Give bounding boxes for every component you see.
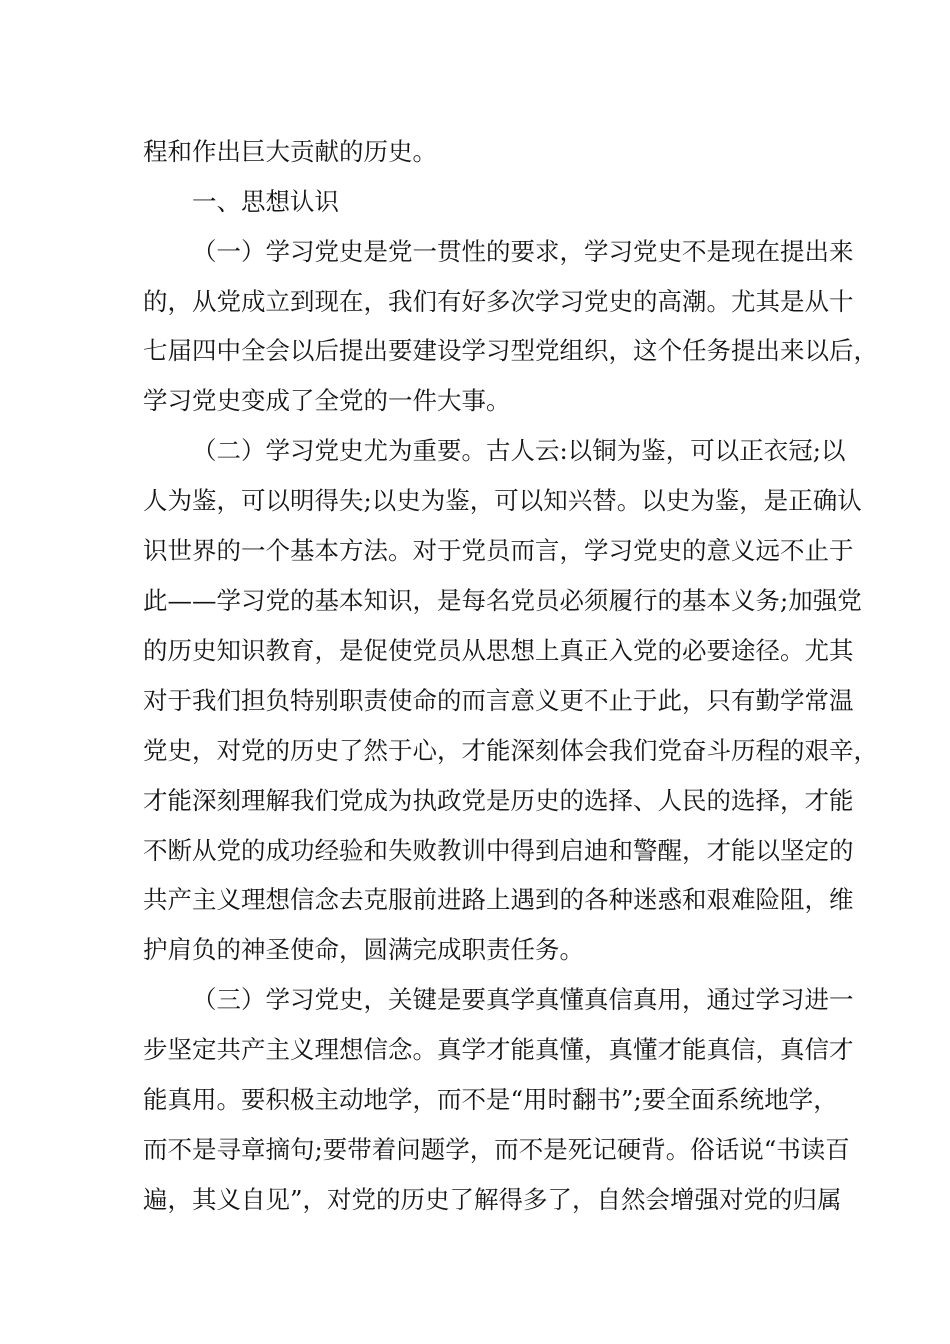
text-line: 不断从党的成功经验和失败教训中得到启迪和警醒，才能以坚定的 (143, 836, 854, 865)
text-line: 而不是寻章摘句;要带着问题学，而不是死记硬背。俗话说“书读百 (143, 1135, 850, 1164)
section-heading: 一、思想认识 (192, 187, 339, 216)
text-line: 党史，对党的历史了然于心，才能深刻体会我们党奋斗历程的艰辛， (143, 736, 878, 765)
text-line: 遍，其义自见”，对党的历史了解得多了，自然会增强对党的归属 (143, 1185, 842, 1214)
text-line: 共产主义理想信念去克服前进路上遇到的各种迷惑和艰难险阻，维 (143, 885, 854, 914)
text-line: 识世界的一个基本方法。对于党员而言，学习党史的意义远不止于 (143, 536, 854, 565)
text-line: （三）学习党史，关键是要真学真懂真信真用，通过学习进一 (192, 985, 854, 1014)
text-line: 的历史知识教育，是促使党员从思想上真正入党的必要途径。尤其 (143, 636, 854, 665)
text-line: （一）学习党史是党一贯性的要求，学习党史不是现在提出来 (192, 237, 854, 266)
text-line: 七届四中全会以后提出要建设学习型党组织，这个任务提出来以后， (143, 336, 878, 365)
text-line: 能真用。要积极主动地学，而不是“用时翻书”;要全面系统地学， (143, 1085, 838, 1114)
text-line: 此——学习党的基本知识，是每名党员必须履行的基本义务;加强党 (143, 586, 862, 615)
text-line: 才能深刻理解我们党成为执政党是历史的选择、人民的选择，才能 (143, 786, 854, 815)
text-line: （二）学习党史尤为重要。古人云:以铜为鉴，可以正衣冠;以 (192, 436, 846, 465)
text-line: 的，从党成立到现在，我们有好多次学习党史的高潮。尤其是从十 (143, 287, 854, 316)
text-line: 护肩负的神圣使命，圆满完成职责任务。 (143, 935, 584, 964)
text-line: 对于我们担负特别职责使命的而言意义更不止于此，只有勤学常温 (143, 686, 854, 715)
text-line: 步坚定共产主义理想信念。真学才能真懂，真懂才能真信，真信才 (143, 1035, 854, 1064)
text-line: 人为鉴，可以明得失;以史为鉴，可以知兴替。以史为鉴，是正确认 (143, 486, 862, 515)
text-line: 程和作出巨大贡献的历史。 (143, 137, 437, 166)
text-line: 学习党史变成了全党的一件大事。 (143, 386, 511, 415)
